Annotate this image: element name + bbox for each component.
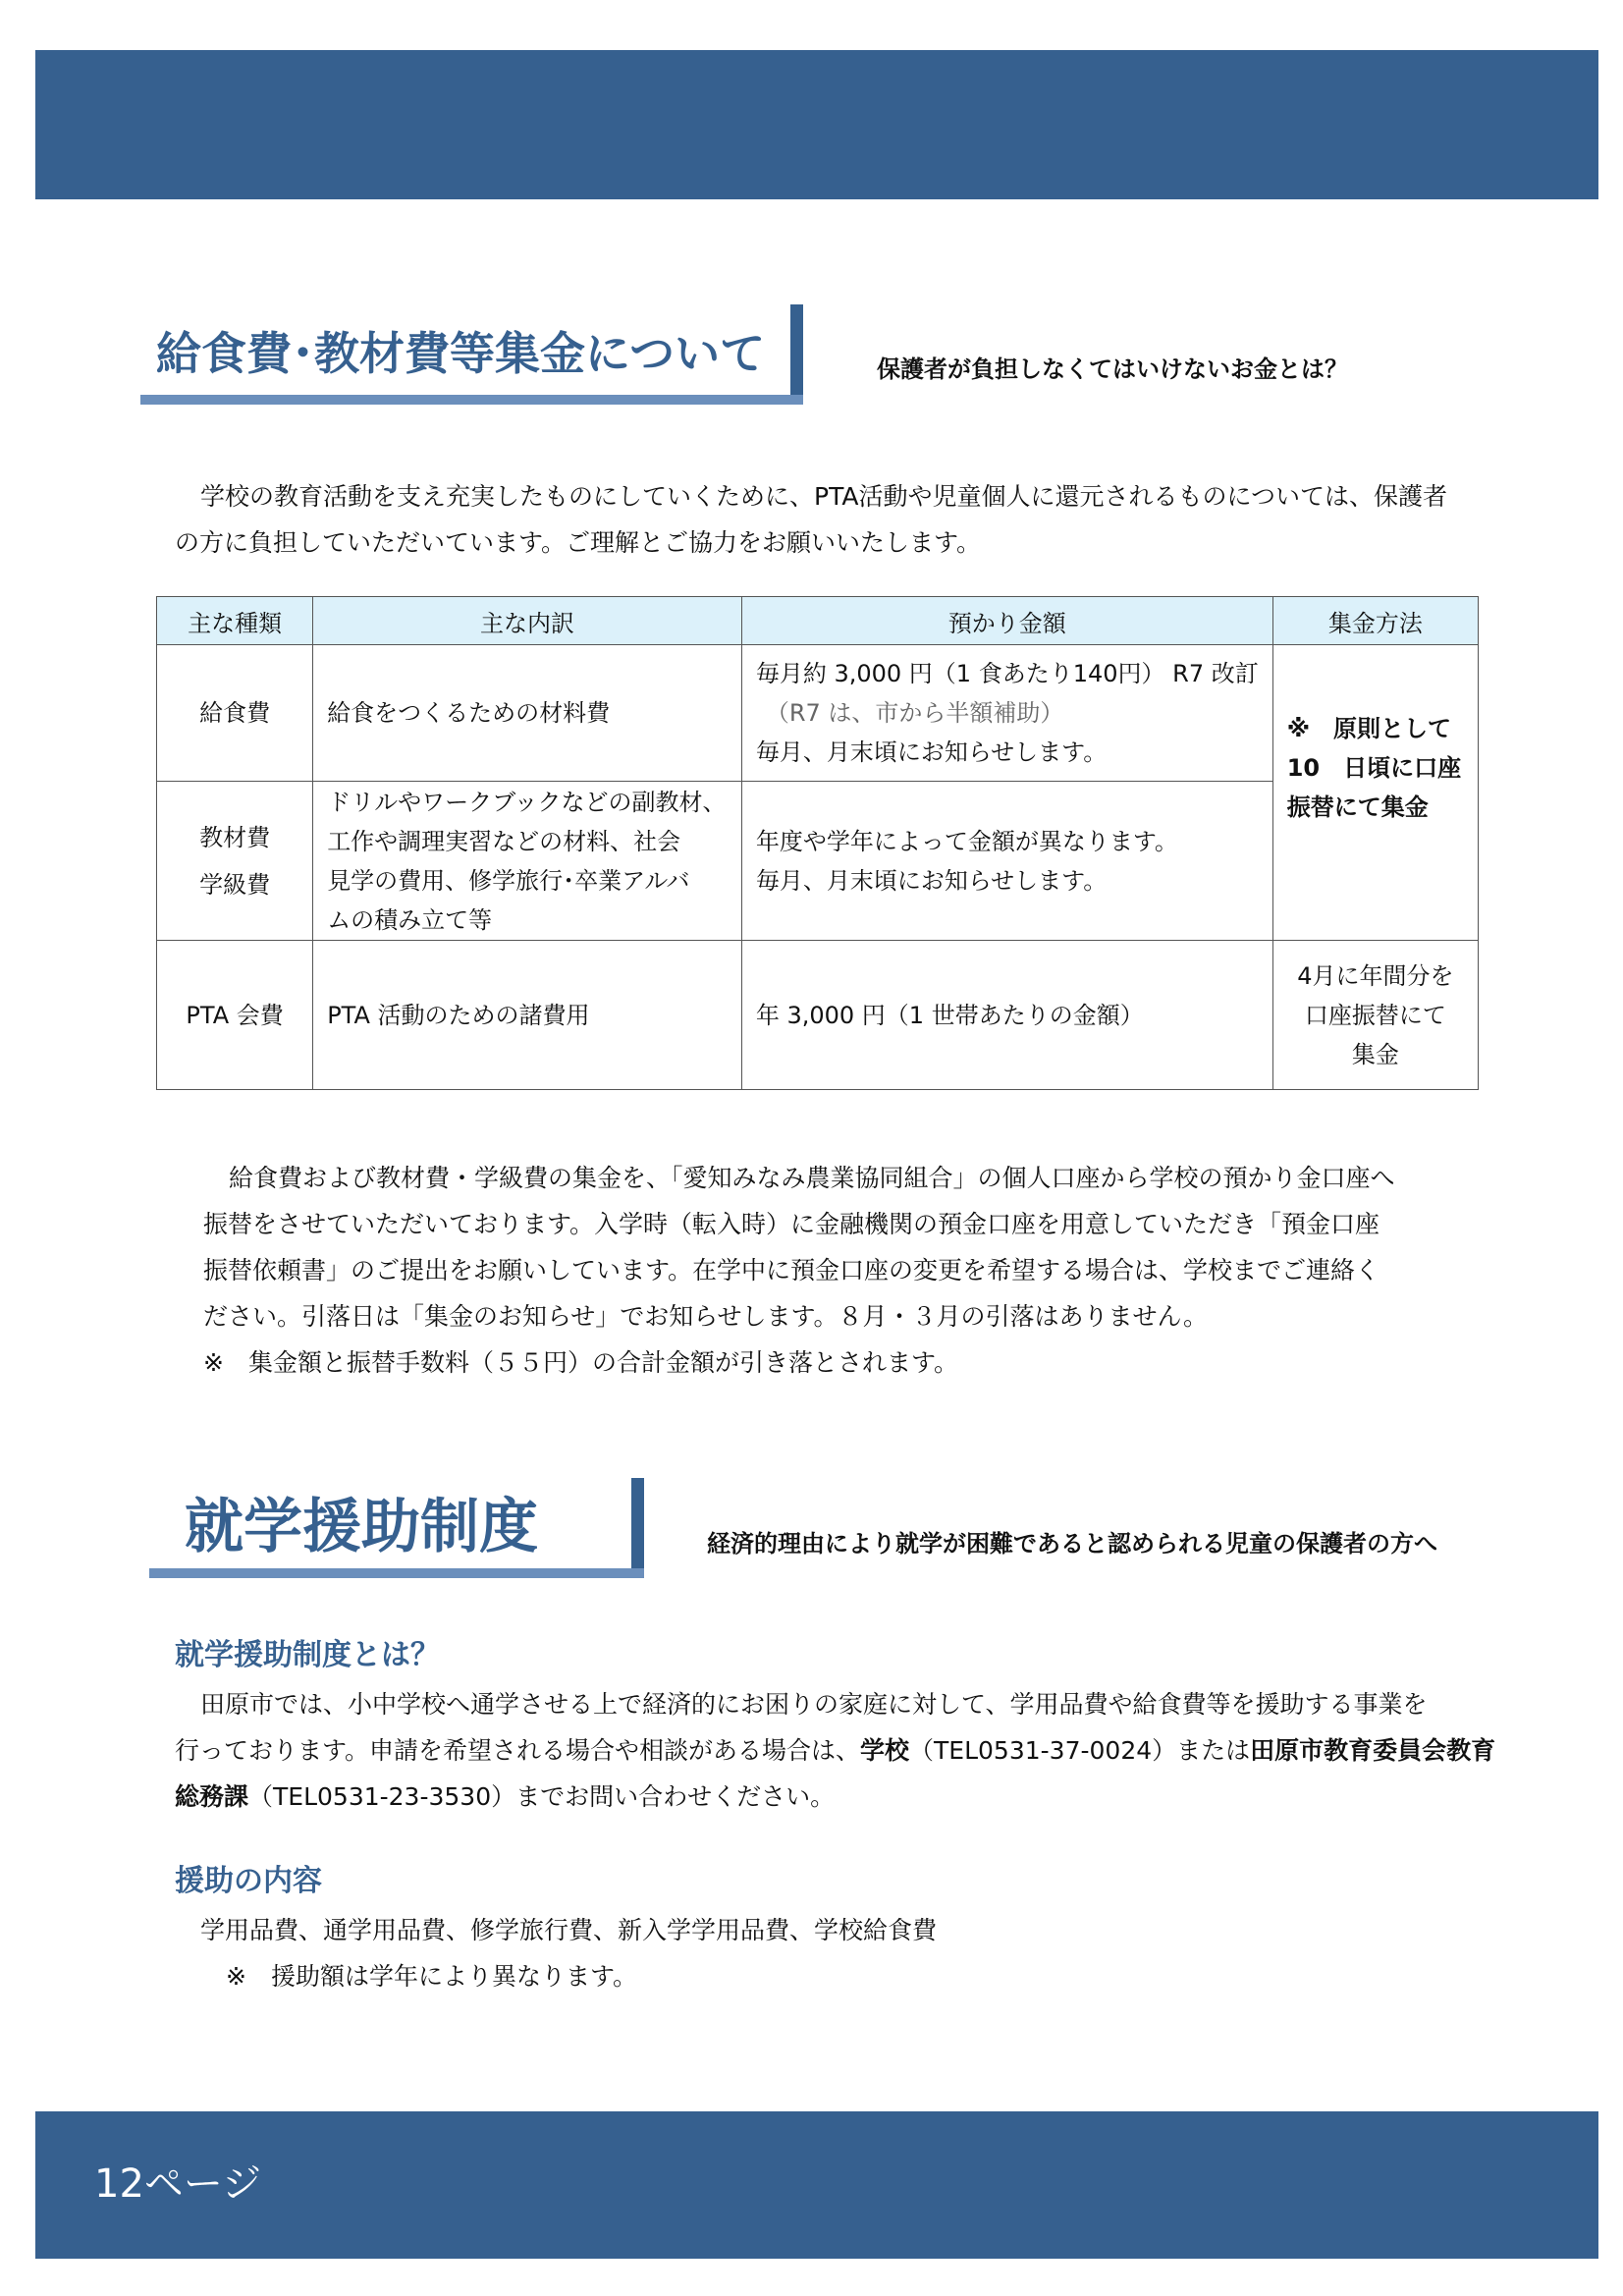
school-phone: （TEL0531-37-0024） [909,1736,1177,1765]
row-amount: 年 3,000 円（1 世帯あたりの金額） [741,941,1272,1090]
title-accent-vertical [790,304,803,403]
row-amount: 毎月約 3,000 円（1 食あたり140円） R7 改訂 （R7 は、市から半額補助） 毎月、月末頃にお知らせします。 [741,645,1272,782]
section1-notes [203,1155,1395,1386]
section1-intro [175,473,1447,566]
note-line: ださい。引落日は「集金のお知らせ」でお知らせします。８月・３月の引落はありません。 [203,1302,1209,1331]
row-amount: 年度や学年によって金額が異なります。 毎月、月末頃にお知らせします。 [741,782,1272,941]
board-division: 総務課 [175,1782,249,1811]
content-paragraph [200,1907,937,1999]
table-header-row [157,597,1479,645]
header-breakdown: 主な内訳 [313,597,742,645]
row-breakdown: 給食をつくるための材料費 [313,645,742,782]
intro-line: の方に負担していただいています。ご理解とご協力をお願いいたします。 [175,528,982,557]
table-row [157,645,1479,782]
note-line: 給食費および教材費・学級費の集金を、「愛知みなみ農業協同組合」の個人口座から学校の預かり金口座へ [229,1164,1395,1192]
title-accent-vertical [631,1478,644,1576]
row-breakdown: PTA 活動のための諸費用 [313,941,742,1090]
board-phone: （TEL0531-23-3530） [248,1782,516,1811]
row-method: 4月に年間分を 口座振替にて 集金 [1272,941,1478,1090]
about-paragraph [175,1681,1495,1820]
content-note: ※ 援助額は学年により異なります。 [226,1962,637,1991]
note-line: 振替依頼書」のご提出をお願いしています。在学中に預金口座の変更を希望する場合は、学校までご連絡く [203,1256,1380,1285]
section2-title-box [149,1478,650,1582]
footer-band [35,2111,1598,2259]
row-type: PTA 会費 [157,941,313,1090]
row-type: 給食費 [157,645,313,782]
table-row [157,941,1479,1090]
section1-title-box [140,304,808,409]
row-method-shared: ※ 原則として 10 日頃に口座 振替にて集金 [1272,645,1478,941]
header-band [35,50,1598,199]
note-line: 振替をさせていただいております。入学時（転入時）に金融機関の預金口座を用意していただき「預金口座 [203,1210,1380,1238]
header-method: 集金方法 [1272,597,1478,645]
row-breakdown: ドリルやワークブックなどの副教材、 工作や調理実習などの材料、社会 見学の費用、修学旅行･卒業アルバ ムの積み立て等 [313,782,742,941]
school-name: 学校 [860,1736,910,1765]
content-items: 学用品費、通学用品費、修学旅行費、新入学学用品費、学校給食費 [200,1916,938,1944]
section2-title: 就学援助制度 [185,1493,538,1561]
section1-subtitle: 保護者が負担しなくてはいけないお金とは？ [877,355,1348,383]
content-heading: 援助の内容 [175,1864,322,1898]
title-accent-underline [140,395,803,405]
about-line: 田原市では、小中学校へ通学させる上で経済的にお困りの家庭に対して、学用品費や給食費等を援助する事業を [200,1690,1428,1719]
header-type: 主な種類 [157,597,313,645]
note-line: ※ 集金額と振替手数料（５５円）の合計金額が引き落とされます。 [203,1348,958,1377]
about-line: 行っております。申請を希望される場合や相談がある場合は、学校（TEL0531-37-0024）または田原市教育委員会教育 [175,1736,1496,1765]
about-heading: 就学援助制度とは？ [175,1638,440,1672]
row-type: 教材費 学級費 [157,782,313,941]
header-amount: 預かり金額 [741,597,1272,645]
fees-table [156,596,1479,1090]
intro-line: 学校の教育活動を支え充実したものにしていくために、PTA活動や児童個人に還元されるものについては、保護者 [200,482,1448,511]
page-number: 12ページ [94,2161,262,2207]
section2-subtitle: 経済的理由により就学が困難であると認められる児童の保護者の方へ [707,1530,1437,1558]
section1-title: 給食費･教材費等集金について [156,327,766,380]
board-name: 田原市教育委員会教育 [1250,1736,1496,1765]
about-line: 総務課（TEL0531-23-3530）までお問い合わせください。 [175,1782,836,1811]
title-accent-underline [149,1568,644,1578]
